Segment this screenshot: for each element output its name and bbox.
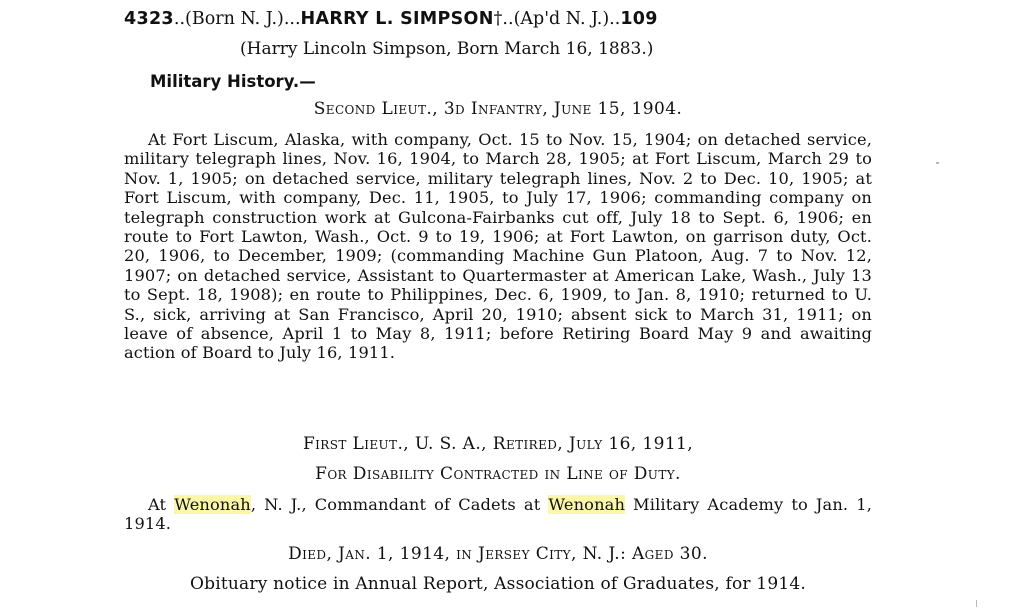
service-record-paragraph: At Fort Liscum, Alaska, with company, Oct. 15 to Nov. 15, 1904; on detached service, military telegraph lines, Nov. 16, 1904, to March 28, 1905; at Fort Liscum, March 29 to Nov. 1, 1905; on detached service, military telegraph lines, Nov. 2 to Dec. 10, 1905; at Fort Liscum, with company, Dec. 11, 1905, to July 17, 1906; commanding company on telegraph construction work at Gulcona-Fairbanks cut off, July 18 to Sept. 6, 1906; en route to Fort Lawton, Wash., Oct. 9 to 19, 1906; at Fort Lawton, on garrison duty, Oct. 20, 1906, to December, 1909; (commanding Machine Gun Platoon, Aug. 7 to Nov. 12, 1907; on detached service, Assistant to Quartermaster at American Lake, Wash., July 13 to Sept. 18, 1908); en route to Philippines, Dec. 6, 1909, to Jan. 8, 1910; returned to U. S., sick, arriving at San Francisco, April 20, 1910; absent sick to March 31, 1911; on leave of absence, April 1 to May 8, 1911; before Retiring Board May 9 and awaiting action of Board to July 16, 1911. [124, 130, 872, 363]
wenonah-paragraph [124, 495, 872, 534]
obituary-note: Obituary notice in Annual Report, Association of Graduates, for 1914. [190, 574, 806, 594]
wenonah-prefix: At [148, 495, 175, 514]
full-name-birth: (Harry Lincoln Simpson, Born March 16, 1883.) [240, 39, 654, 59]
military-history-label: Military History.— [150, 72, 316, 91]
death-record: Died, Jan. 1, 1914, in Jersey City, N. J.: Aged 30. [288, 544, 708, 564]
cullum-number: 4323 [124, 9, 174, 29]
rank-second-lieut: Second Lieut., 3d Infantry, June 15, 1904. [313, 99, 683, 119]
scan-speck [936, 162, 939, 164]
class-rank-number: 109 [620, 9, 658, 29]
heading-dots-2: ... [283, 9, 301, 29]
wenonah-suffix: Military Academy to Jan. 1, 1914. [124, 495, 872, 534]
scan-edge-mark [976, 600, 977, 607]
appointment-state: (Ap'd N. J.) [513, 9, 610, 29]
highlight-wenonah-1: Wenonah [174, 495, 251, 514]
retirement-reason: For Disability Contracted in Line of Duty. [315, 464, 681, 484]
officer-name: HARRY L. SIMPSON [300, 9, 494, 29]
birth-state: (Born N. J.) [185, 9, 284, 29]
highlight-wenonah-2: Wenonah [548, 495, 626, 514]
entry-heading [124, 10, 658, 29]
heading-dots-1: .. [173, 9, 186, 29]
heading-dots-4: .. [609, 9, 621, 29]
heading-dots-3: .. [502, 9, 514, 29]
rank-first-lieut-retired: First Lieut., U. S. A., Retired, July 16, 1911, [302, 434, 694, 454]
dagger-mark: † [493, 9, 503, 29]
wenonah-middle: , N. J., Commandant of Cadets at [250, 495, 549, 514]
